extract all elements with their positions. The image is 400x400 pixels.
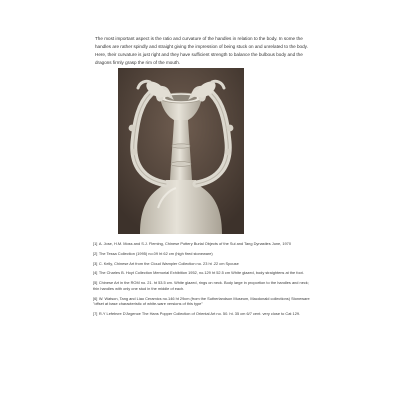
vase-photo	[118, 68, 244, 234]
footnote	[93, 261, 311, 267]
footnote-text: R-Y Lefebvre D'Argence The Hans Popper Collection of Oriental Art no. 50. ht. 35 cm 6/7 cent. very close to Cat 129.	[98, 311, 301, 317]
footnote	[93, 296, 311, 307]
footnote	[93, 280, 311, 291]
footnote	[93, 251, 311, 257]
vase-illustration	[118, 68, 244, 234]
footnote-number: [5]	[93, 280, 98, 286]
footnote-text: Chinese Art in the ROM no. 21. ht 53.5 cm. White glazed, rings on neck. Body large in proportion to the handles and neck; thin handles with only one stud in the middle of each.	[93, 280, 309, 291]
footnote-text: The Charles B. Hoyt Collection Memorial Exhibition 1952, no.129 ht 52.5 cm White glazed, body straightens at the foot.	[98, 270, 304, 276]
footnote-text: W. Watson, Tang and Liao Ceramics no.146 ht 29cm (from the Sutherlandson Museum, Macdonald collections) Stoneware "offset at base characteristic of white-ware versions of this type"	[93, 295, 310, 307]
footnote	[93, 311, 311, 317]
footnote-text: A. Jose, H.M. Moss and S.J. Fleming, Chinese Pottery Burial Objects of the Sui and Tang Dynasties June, 1970	[98, 241, 292, 246]
footnote-number: [7]	[93, 311, 98, 317]
footnote-text: The Tessa Collection (1995) no.09 ht 62 cm (high fired stoneware)	[98, 250, 213, 256]
intro-paragraph: The most important aspect is the ratio and curvature of the handles in relation to the body. In some the handles are rather spindly and straight giving the impression of being stuck on and unrelated to the body. Here, their curvature is just right and they have sufficient strength to balance the bulbous body and the dragons firmly grasp the rim of the mouth.	[95, 35, 308, 66]
footnote	[93, 241, 311, 247]
footnote-text: C. Kelly, Chinese Art from the Cloud Wampler Collection no. 23 ht .22 cm Spouse	[98, 260, 239, 266]
footnote-number: [3]	[93, 260, 98, 266]
footnote-number: [1]	[93, 241, 98, 246]
footnote-number: [2]	[93, 250, 98, 256]
footnote-number: [4]	[93, 270, 98, 276]
footnote-number: [6]	[93, 295, 98, 301]
footnote	[93, 270, 311, 276]
footnotes	[93, 241, 311, 321]
